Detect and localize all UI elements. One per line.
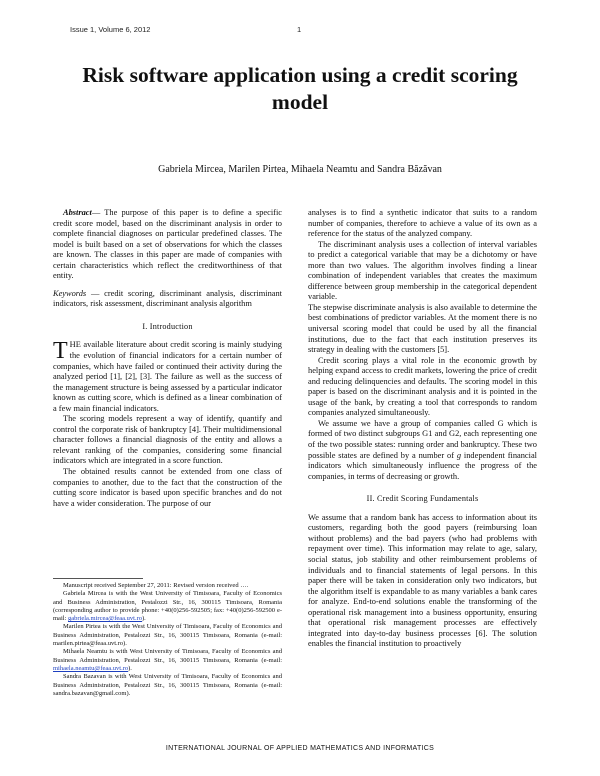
intro-paragraph-1: THE available literature about credit scoring is mainly studying the evolution of financial indicators for a certain number of companies, which have failed or continued their activity during the analyzed period [1], [2], [3]. The failure as well as the success of the management structure is being assessed by a particular indicator known as cutting score, which is defined as a linear combination of a few main financial indicators. xyxy=(53,338,282,413)
footnotes xyxy=(53,578,282,698)
right-paragraph-3: The stepwise discriminate analysis is also available to determine the best combinations of predictor variables. At the moment there is no universal scoring model that could be used by all the financial institutions, due to the fact that each institution preserves its strategy in dealing with the customers [5]. xyxy=(308,302,537,355)
abstract-text: — The purpose of this paper is to define a specific credit score model, based on the discriminant analysis in order to complete financial diagnoses on particular predefined classes. The model is built based on a set of observations for which the classes are known. The classes in this paper are made of companies with certain characteristics which reflect the creditworthiness of that entity. xyxy=(53,208,282,281)
right-paragraph-6: We assume that a random bank has access to information about its customers, regarding both the good payers (reimbursing loan without problems) and the bad payers (who had problems with repayment over time). This information may relate to age, salary, social status, job stability and other reimbursement problems of individuals and to financial statements of legal persons. In this paper there will be taken in consideration only two indicators, but the algorithm itself is expandable to as many variables a bank cares for analyze. End-to-end solutions enable the transforming of the operational risk management into a business opportunity, ensuring that operational risk management processes are effectively integrated into day-to-day business processes [6]. The solution enables the financial institution to proactively xyxy=(308,512,537,649)
right-paragraph-2: The discriminant analysis uses a collection of interval variables to predict a categorical variable that may be a dichotomy or have more than two values. The algorithm involves finding a linear combination of independent variables that creates the maximum difference between group membership in the categorical dependent variable. xyxy=(308,239,537,302)
issue-header: Issue 1, Volume 6, 2012 xyxy=(70,25,151,34)
section-1-heading: I. Introduction xyxy=(142,321,193,331)
footnote-bazavan: Sandra Bazavan is with West University of Timisoara, Faculty of Economics and Business Administration, Pestalozzi Str., 16, 300115 Timisoara, Romania (e-mail: sandra.bazavan@gmail.com). xyxy=(53,673,282,697)
footnote-divider xyxy=(53,578,143,579)
right-paragraph-5: We assume we have a group of companies called G which is formed of two distinct subgroups G1 and G2, each representing one of the two possible states: running order and bankruptcy. These two possible states are defined by a number of g independent financial indicators which simultaneously influence the progress of the companies, in terms of decreasing or growth. xyxy=(308,418,537,481)
variable-g: g xyxy=(456,450,462,460)
left-column xyxy=(53,208,282,509)
keywords-text: — credit scoring, discriminant analysis, discriminant indicators, risk assessment, discriminant analysis algorithm xyxy=(53,288,282,309)
authors: Gabriela Mircea, Marilen Pirtea, Mihaela Neamtu and Sandra Băzăvan xyxy=(158,164,442,175)
abstract-label: Abstract xyxy=(63,208,92,217)
right-paragraph-1: analyses is to find a synthetic indicator that suits to a random number of companies, therefore to achieve a value of its own as a reference for the status of the analyzed company. xyxy=(308,208,537,239)
keywords xyxy=(53,289,282,310)
section-2-heading: II. Credit Scoring Fundamentals xyxy=(366,494,479,504)
drop-cap: T xyxy=(53,338,68,365)
journal-footer: INTERNATIONAL JOURNAL OF APPLIED MATHEMATICS AND INFORMATICS xyxy=(165,745,435,752)
keywords-label: Keywords xyxy=(53,288,87,298)
right-column xyxy=(308,208,537,650)
abstract xyxy=(53,208,282,282)
intro-paragraph-2: The scoring models represent a way of identify, quantify and control the corporate risk of bankruptcy [4]. Their multidimensional character follows a financial diagnosis of the entity and allows a relevant ranking of the companies, considering some financial indicators which are integrated in a score function. xyxy=(53,414,282,466)
page-number: 1 xyxy=(297,25,302,34)
right-paragraph-4: Credit scoring plays a vital role in the economic growth by helping expand access to credit markets, lowering the price of credit and reducing delinquencies and defaults. The scoring model in this paper is based on the discriminant analysis and it is pointed in the usage of the bank, by creating a tool that corresponds to random companies analyzed simultaneously. xyxy=(308,355,537,418)
footnote-pirtea: Marilen Pirtea is with the West University of Timisoara, Faculty of Economics and Business Administration, Pestalozzi Str., 16, 300115 Timisoara, Romania (e-mail: marilen.pirtea@feaa.uvt.ro). xyxy=(53,623,282,648)
email-link-mircea[interactable]: gabriela.mircea@feaa.uvt.ro xyxy=(67,615,142,623)
paper-title: Risk software application using a credit scoring model xyxy=(82,63,518,114)
footnote-mircea: Gabriela Mircea is with the West University of Timisoara, Faculty of Economics and Business Administration, Pestalozzi Str., 16, 300115 Timisoara, Romania (corresponding author to provide phone: +40(0)256-592505; fax: +40(0)256-592500 e-mail: gabriela.mircea@feaa.uvt.ro). xyxy=(53,590,282,623)
footnote-received: Manuscript received September 27, 2011: Revised version received …. xyxy=(63,582,249,589)
email-link-neamtu[interactable]: mihaela.neamtu@feaa.uvt.ro xyxy=(53,664,129,672)
intro-paragraph-3: The obtained results cannot be extended from one class of companies to another, due to the fact that the construction of the cutting score indicator is based upon specific branches and do not have a wider consideration. The purpose of our xyxy=(53,467,282,508)
footnote-neamtu: Mihaela Neamtu is with West University of Timisoara, Faculty of Economics and Business Administration, Pestalozzi Str., 16, 300115 Timisoara, Romania (e-mail: mihaela.neamtu@feaa.uvt.ro). xyxy=(53,648,282,672)
